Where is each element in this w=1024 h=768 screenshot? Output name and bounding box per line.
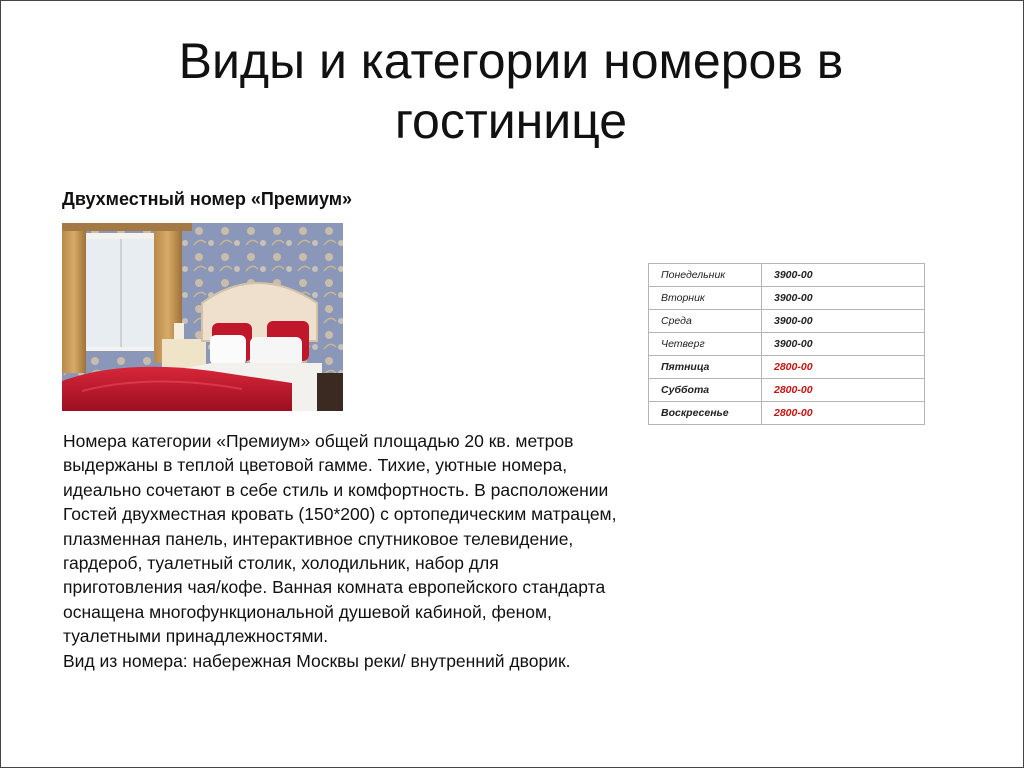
price-row [649, 310, 925, 333]
day-cell: Суббота [649, 379, 762, 402]
price-cell: 2800-00 [762, 402, 925, 425]
price-cell: 3900-00 [762, 287, 925, 310]
day-cell: Пятница [649, 356, 762, 379]
price-cell: 2800-00 [762, 356, 925, 379]
day-cell: Среда [649, 310, 762, 333]
price-cell: 3900-00 [762, 264, 925, 287]
day-cell: Вторник [649, 287, 762, 310]
price-row [649, 287, 925, 310]
day-cell: Понедельник [649, 264, 762, 287]
slide-title: Виды и категории номеров в гостинице [178, 33, 844, 149]
price-row [649, 356, 925, 379]
description-paragraph: Номера категории «Премиум» общей площадью 20 кв. метров выдержаны в теплой цветовой гамме. Тихие, уютные номера, идеально сочетают в себе стиль и комфортность. В расположении Гостей двухместная кровать (150*200) с ортопедическим матрацем, плазменная панель, интерактивное спутниковое телевидение, гардероб, туалетный столик, холодильник, набор для приготовления чая/кофе. Ванная комната европейского стандарта оснащена многофункциональной душевой кабиной, феном, туалетными принадлежностями. [63, 431, 617, 647]
price-cell: 3900-00 [762, 310, 925, 333]
price-row [649, 333, 925, 356]
price-row [649, 264, 925, 287]
room-category-heading: Двухместный номер «Премиум» [62, 189, 353, 209]
hotel-room-photo [62, 223, 343, 411]
price-row [649, 402, 925, 425]
price-row [649, 379, 925, 402]
price-cell: 2800-00 [762, 379, 925, 402]
day-cell: Воскресенье [649, 402, 762, 425]
room-description [63, 429, 623, 673]
price-cell: 3900-00 [762, 333, 925, 356]
price-table [648, 263, 925, 425]
view-paragraph: Вид из номера: набережная Москвы реки/ внутренний дворик. [63, 650, 571, 671]
day-cell: Четверг [649, 333, 762, 356]
